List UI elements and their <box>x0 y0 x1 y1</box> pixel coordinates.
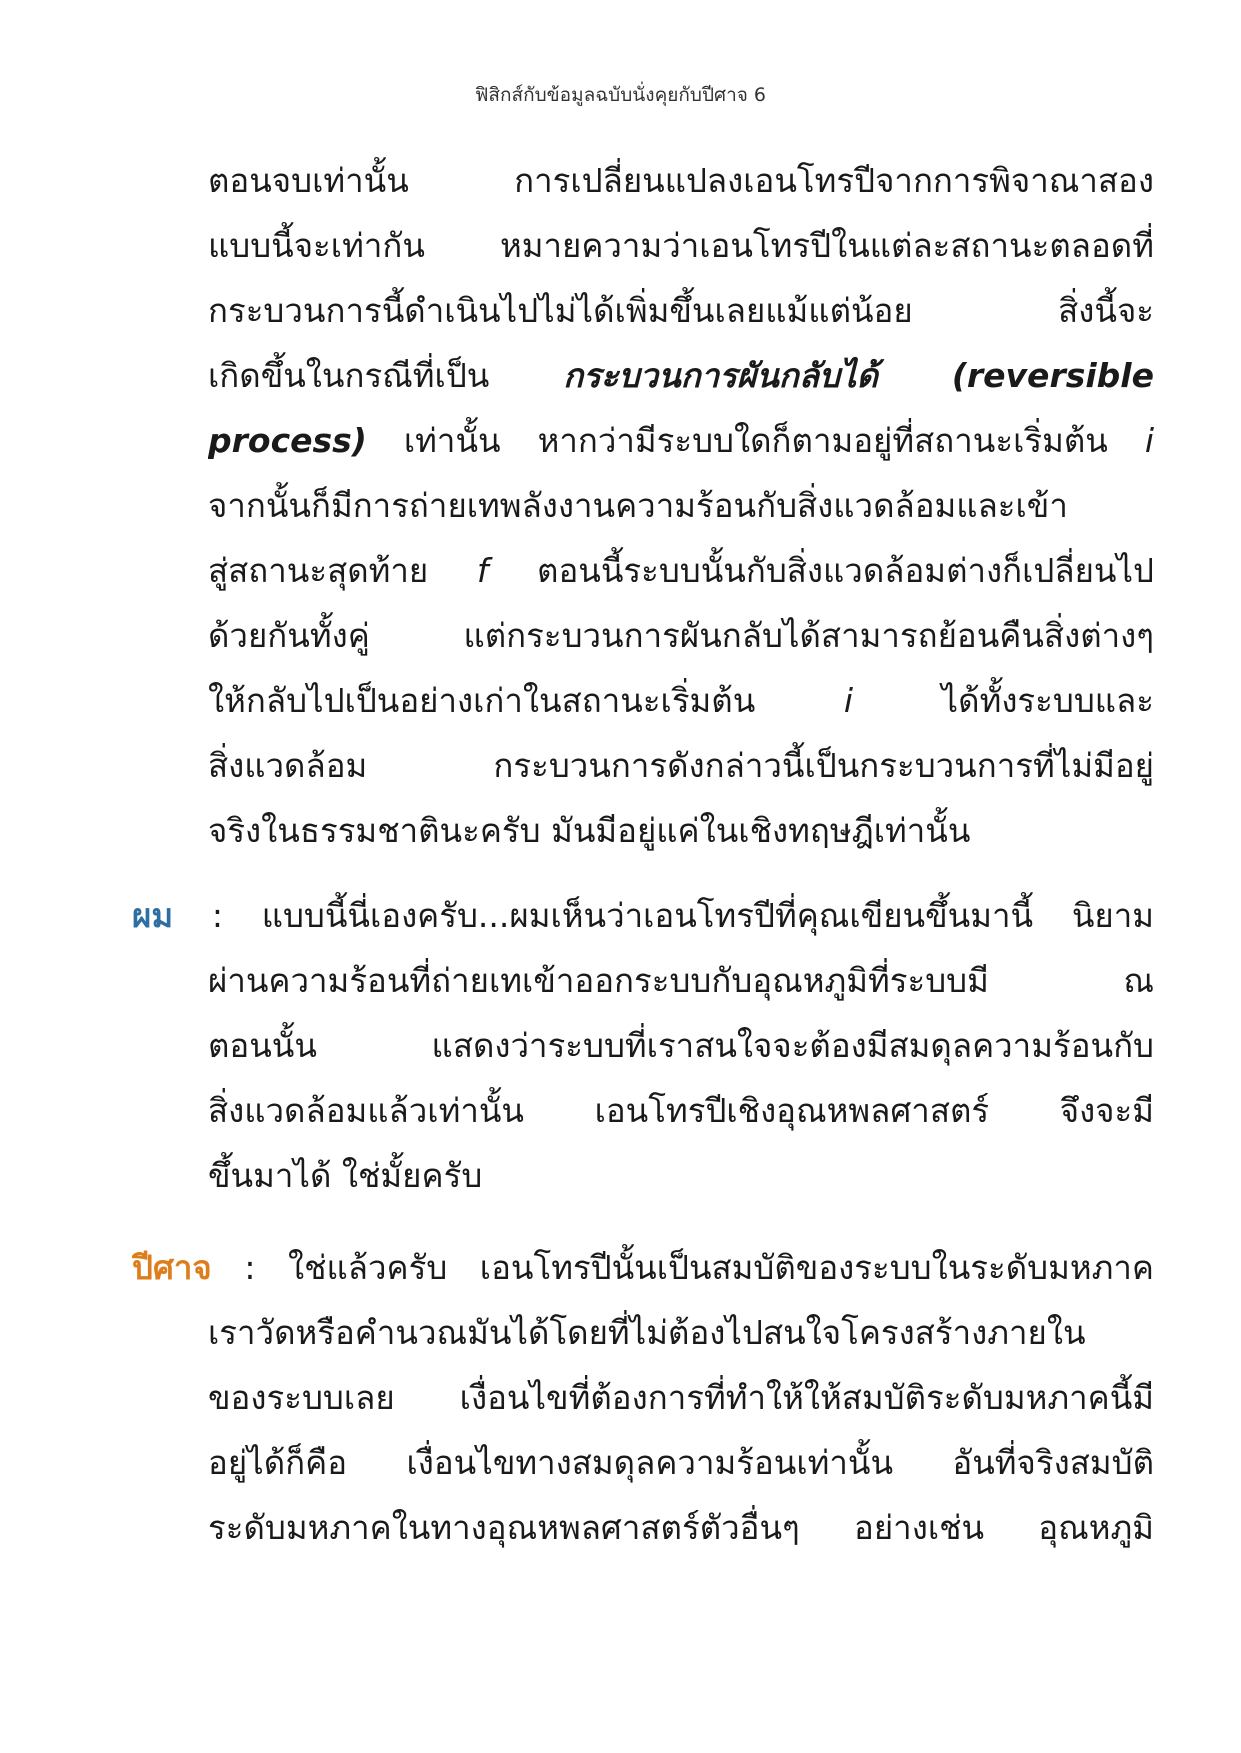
text-line: สิ่งแวดล้อมแล้วเท่านั้น เอนโทรปีเชิงอุณหพลศาสตร์ จึงจะมี <box>208 1091 1154 1130</box>
text-line: อยู่ได้ก็คือ เงื่อนไขทางสมดุลความร้อนเท่านั้น อันที่จริงสมบัติ <box>208 1443 1154 1482</box>
text-line: จริงในธรรมชาตินะครับ มันมีอยู่แค่ในเชิงทฤษฎีเท่านั้น <box>208 811 971 850</box>
text-line: ด้วยกันทั้งคู่ แต่กระบวนการผันกลับได้สามารถย้อนคืนสิ่งต่างๆ <box>208 616 1154 655</box>
text-segment: ตอนนี้ระบบนั้นกับสิ่งแวดล้อมต่างก็เปลี่ยนไป <box>488 551 1154 590</box>
text-segment: ใช่แล้วครับ เอนโทรปีนั้นเป็นสมบัติของระบบในระดับมหภาค <box>287 1248 1154 1287</box>
paragraph-reversible-process <box>208 148 1154 863</box>
dialogue-ghost <box>132 1235 1154 1560</box>
text-segment: เท่านั้น หากว่ามีระบบใดก็ตามอยู่ที่สถานะเริ่มต้น <box>366 421 1145 460</box>
text-line <box>208 343 1154 408</box>
speaker-label-ghost: ปีศาจ <box>132 1248 212 1287</box>
text-line <box>132 883 1154 948</box>
emphasis-term-english: process) <box>208 421 367 460</box>
text-line: กระบวนการนี้ดำเนินไปไม่ได้เพิ่มขึ้นเลยแม้แต่น้อย สิ่งนี้จะ <box>208 291 1154 330</box>
dialogue-me <box>132 883 1154 1208</box>
text-line: ตอนนั้น แสดงว่าระบบที่เราสนใจจะต้องมีสมดุลความร้อนกับ <box>208 1026 1154 1065</box>
text-line: ผ่านความร้อนที่ถ่ายเทเข้าออกระบบกับอุณหภูมิที่ระบบมี ณ <box>208 961 1154 1000</box>
speaker-colon: : <box>173 896 262 935</box>
text-segment: สู่สถานะสุดท้าย <box>208 551 477 590</box>
text-line: จากนั้นก็มีการถ่ายเทพลังงานความร้อนกับสิ่งแวดล้อมและเข้า <box>208 486 1068 525</box>
variable-f: f <box>476 551 489 590</box>
text-segment: เกิดขึ้นในกรณีที่เป็น <box>208 356 564 395</box>
emphasis-term-english: (reversible <box>951 356 1154 395</box>
running-header: ฟิสิกส์กับข้อมูลฉบับนั่งคุยกับปีศาจ 6 <box>474 84 767 106</box>
text-line: ของระบบเลย เงื่อนไขที่ต้องการที่ทำให้ให้สมบัติระดับมหภาคนี้มี <box>208 1378 1154 1417</box>
text-line: สิ่งแวดล้อม กระบวนการดังกล่าวนี้เป็นกระบวนการที่ไม่มีอยู่ <box>208 746 1154 785</box>
speaker-label-me: ผม <box>132 896 174 935</box>
text-line: ระดับมหภาคในทางอุณหพลศาสตร์ตัวอื่นๆ อย่างเช่น อุณหภูมิ <box>208 1508 1154 1547</box>
text-segment: แบบนี้นี่เองครับ...ผมเห็นว่าเอนโทรปีที่คุณเขียนขึ้นมานี้ นิยาม <box>261 896 1154 935</box>
text-line <box>208 538 1154 603</box>
text-line <box>132 1235 1154 1300</box>
speaker-colon: : <box>211 1248 288 1287</box>
variable-i: i <box>1144 421 1154 460</box>
text-segment: ได้ทั้งระบบและ <box>853 681 1154 720</box>
text-line <box>208 408 1154 473</box>
text-line <box>208 668 1154 733</box>
text-line: แบบนี้จะเท่ากัน หมายความว่าเอนโทรปีในแต่ละสถานะตลอดที่ <box>208 226 1154 265</box>
text-segment: ให้กลับไปเป็นอย่างเก่าในสถานะเริ่มต้น <box>208 681 844 720</box>
text-line: ขึ้นมาได้ ใช่มั้ยครับ <box>208 1156 483 1195</box>
variable-i: i <box>843 681 853 720</box>
text-line: เราวัดหรือคำนวณมันได้โดยที่ไม่ต้องไปสนใจโครงสร้างภายใน <box>208 1313 1086 1352</box>
text-line: ตอนจบเท่านั้น การเปลี่ยนแปลงเอนโทรปีจากการพิจาณาสอง <box>208 161 1154 200</box>
emphasis-term: กระบวนการผันกลับได้ <box>563 356 878 395</box>
